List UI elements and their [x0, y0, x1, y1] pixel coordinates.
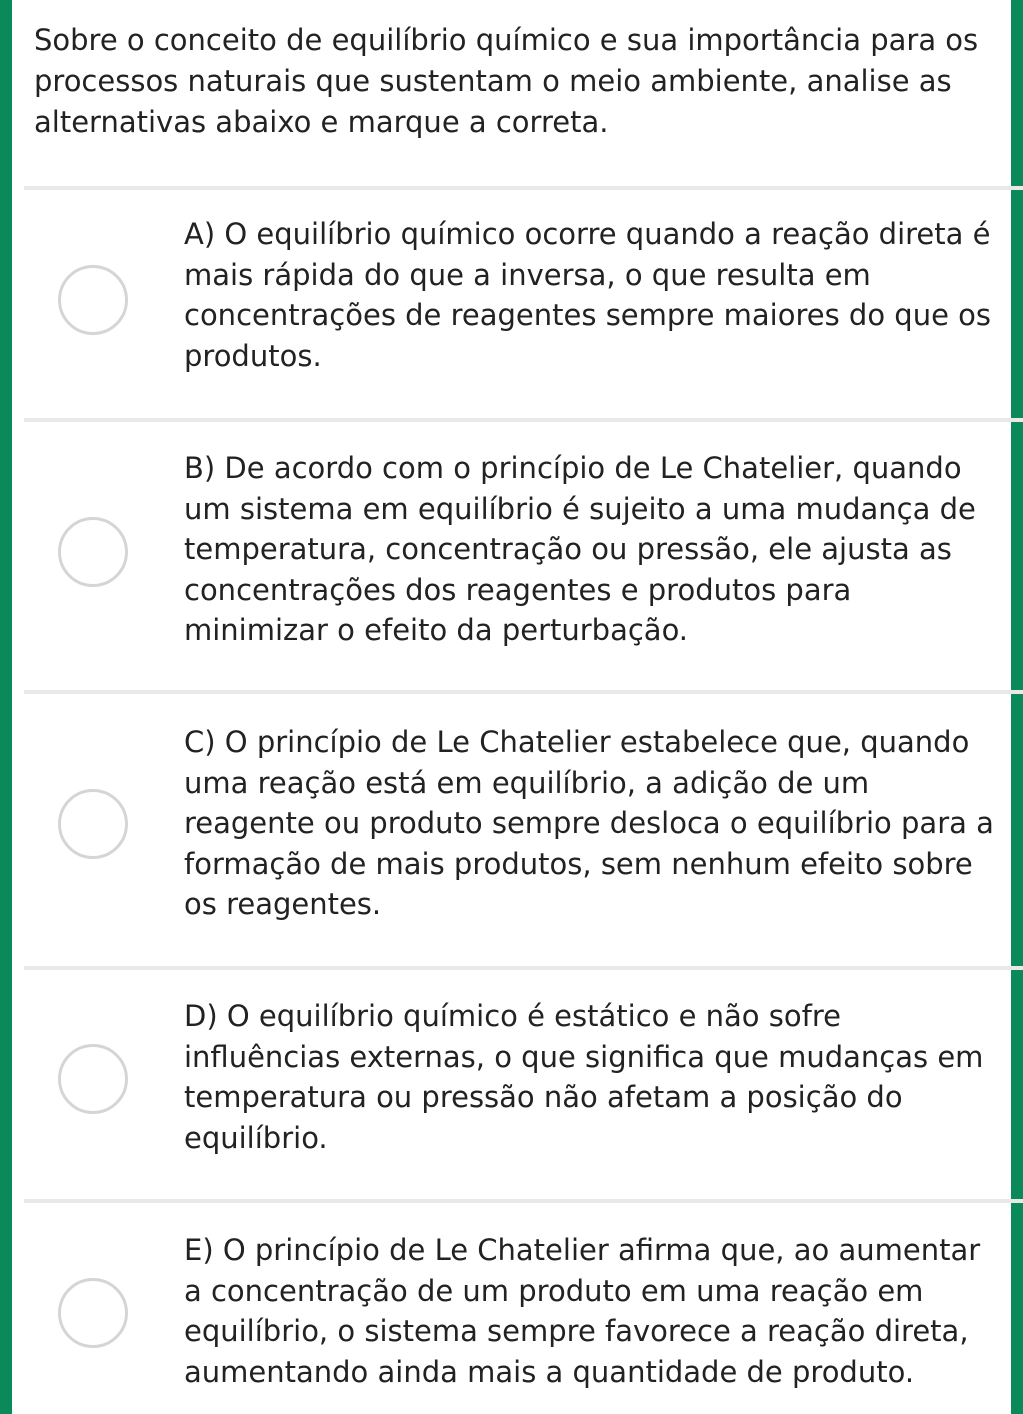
radio-button-e[interactable] — [58, 1278, 128, 1348]
option-d-text: D) O equilíbrio químico é estático e não sofre influências externas, o que significa que mudanças em temperatura ou pressão não afetam a posição do equilíbrio. — [184, 999, 984, 1155]
question-text: Sobre o conceito de equilíbrio químico e sua importância para os processos naturais que sustentam o meio ambiente, analise as alternativas abaixo e marque a correta. — [34, 23, 979, 139]
divider — [24, 966, 1023, 970]
divider — [24, 418, 1023, 422]
option-a[interactable] — [24, 214, 1023, 416]
divider — [24, 186, 1023, 190]
option-b[interactable] — [24, 448, 1023, 688]
option-a-text: A) O equilíbrio químico ocorre quando a reação direta é mais rápida do que a inversa, o que resulta em concentrações de reagentes sempre maiores do que os produtos. — [184, 217, 991, 373]
option-c[interactable] — [24, 722, 1023, 964]
radio-button-d[interactable] — [58, 1044, 128, 1114]
option-b-text: B) De acordo com o princípio de Le Chatelier, quando um sistema em equilíbrio é sujeito a uma mudança de temperatura, concentração ou pressão, ele ajusta as concentrações dos reagentes e produtos para minimizar o efeito da perturbação. — [184, 451, 976, 647]
radio-button-b[interactable] — [58, 517, 128, 587]
option-e[interactable] — [24, 1230, 1023, 1414]
divider — [24, 1199, 1023, 1203]
option-e-text: E) O princípio de Le Chatelier afirma que, ao aumentar a concentração de um produto em uma reação em equilíbrio, o sistema sempre favorece a reação direta, aumentando ainda mais a quantidade de produto. — [184, 1233, 981, 1389]
option-d[interactable] — [24, 996, 1023, 1198]
radio-button-c[interactable] — [58, 789, 128, 859]
option-c-text: C) O princípio de Le Chatelier estabelece que, quando uma reação está em equilíbrio, a adição de um reagente ou produto sempre desloca o equilíbrio para a formação de mais produtos, sem nenhum efeito sobre os reagentes. — [184, 725, 994, 921]
radio-button-a[interactable] — [58, 265, 128, 335]
divider — [24, 690, 1023, 694]
